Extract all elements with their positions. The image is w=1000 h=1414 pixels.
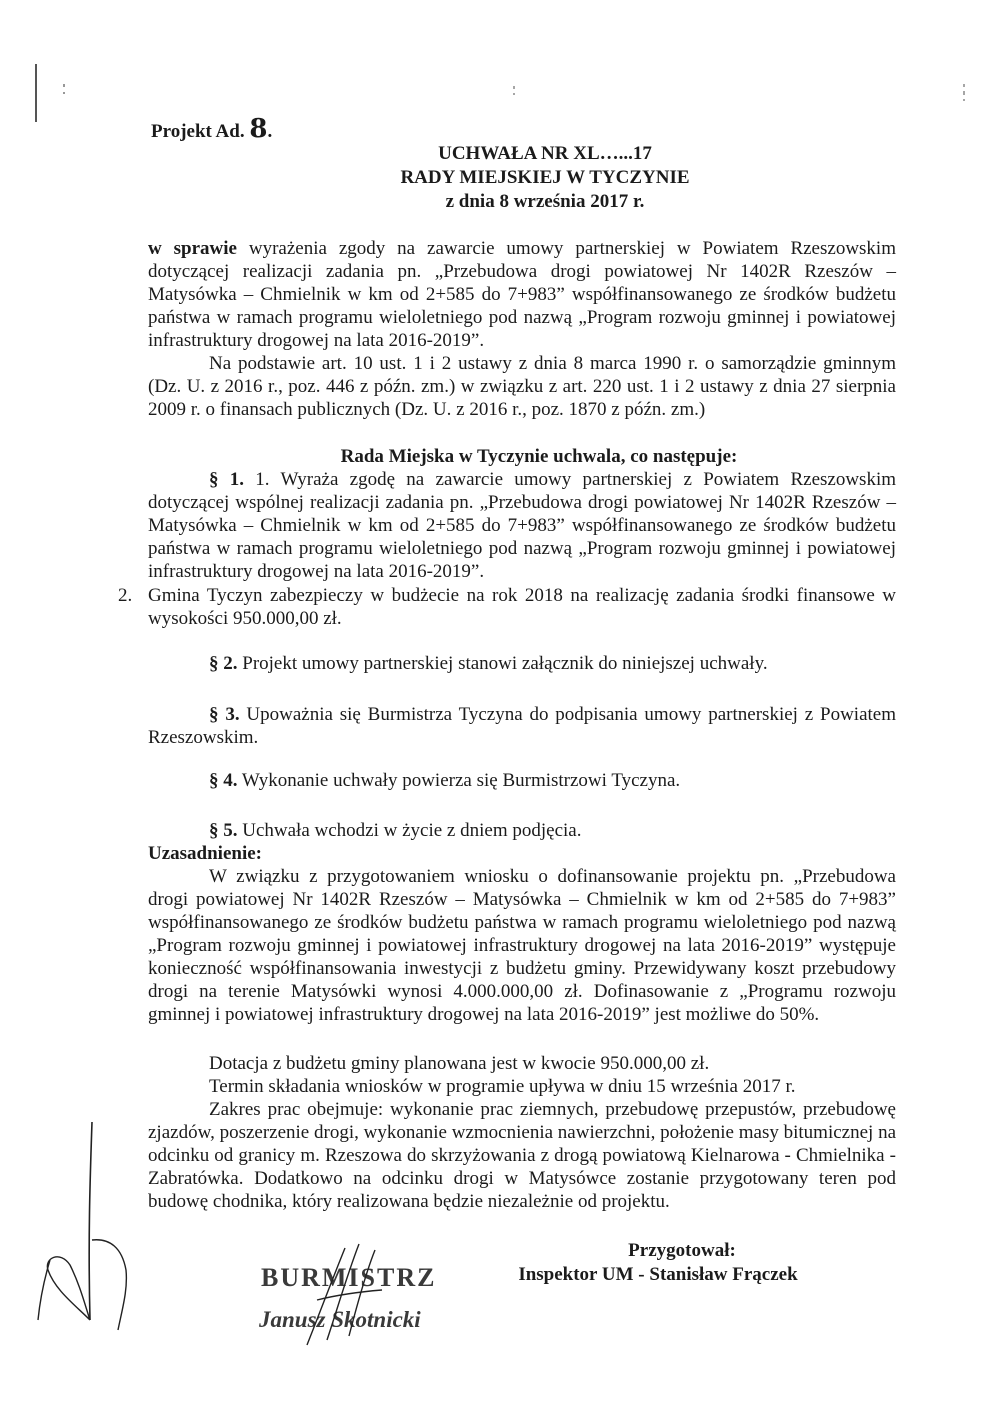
justification-paragraph-3: Termin składania wniosków w programie upływa w dniu 15 września 2017 r.: [209, 1076, 796, 1097]
legal-basis-paragraph: Na podstawie art. 10 ust. 1 i 2 ustawy z dnia 8 marca 1990 r. o samorządzie gminnym (Dz. U. z 2016 r., poz. 446 z późn. zm.) w związku z art. 220 ust. 1 i 2 ustawy z dnia 27 sierpnia 2009 r. o finansach publicznych (Dz. U. z 2016 r., poz. 1870 z późn. zm.): [148, 353, 896, 420]
subject-lead: w sprawie: [148, 238, 237, 259]
section-1-paragraph-1: [148, 468, 896, 583]
stamp-name: Janusz Skotnicki: [259, 1307, 421, 1332]
section-4-text: Wykonanie uchwały powierza się Burmistrzowi Tyczyna.: [237, 770, 681, 791]
subject-paragraph: [148, 237, 896, 352]
section-1-point-2-number: 2.: [118, 585, 133, 606]
mayor-stamp: [257, 1262, 457, 1342]
project-label: Projekt Ad.: [151, 121, 245, 142]
section-2-label: § 2.: [209, 653, 238, 674]
justification-paragraph-1: W związku z przygotowaniem wniosku o dofinansowanie projektu pn. „Przebudowa drogi powiatowej Nr 1402R Rzeszów – Matysówka – Chmielnik w km od 2+585 do 7+983” współfinansowanego ze środków budżetu państwa w ramach programu wieloletniego pod nazwą „Program rozwoju gminnej i powiatowej infrastruktury drogowej na lata 2016-2019” występuje konieczność współfinansowania inwestycji z budżetu gminy. Przewidywany koszt przebudowy drogi na terenie Matysówki wynosi 4.000.000,00 zł. Dofinasowanie z „Programu rozwoju gminnej i powiatowej infrastruktury drogowej na lata 2016-2019” jest możliwe do 50%.: [148, 866, 896, 1025]
title-line-1: UCHWAŁA NR XL…...17: [438, 143, 652, 164]
project-number-handwritten: 8: [249, 114, 268, 144]
section-1-point-2-text: Gmina Tyczyn zabezpieczy w budżecie na rok 2018 na realizację zadania środki finansowe w wysokości 950.000,00 zł.: [148, 585, 896, 629]
section-2-text: Projekt umowy partnerskiej stanowi załącznik do niniejszej uchwały.: [237, 653, 768, 674]
section-3-label: § 3.: [209, 704, 240, 725]
section-5-label: § 5.: [209, 820, 238, 841]
prepared-by-name: Inspektor UM - Stanisław Frączek: [518, 1264, 798, 1285]
section-3-text: Upoważnia się Burmistrza Tyczyna do podpisania umowy partnerskiej z Powiatem Rzeszowskim.: [148, 704, 896, 748]
section-2: [148, 652, 896, 675]
mayor-signature: [287, 1240, 397, 1350]
scan-dot-mark: [508, 84, 522, 104]
resolution-title: [0, 142, 1000, 214]
section-1-text: 1. Wyraża zgodę na zawarcie umowy partnerskiej z Powiatem Rzeszowskim dotyczącej wspólnej realizacji zadania pn. „Przebudowa drogi powiatowej Nr 1402R Rzeszów – Matysówka – Chmielnik w km od 2+585 do 7+983” współfinansowanego ze środków budżetu państwa w ramach programu wieloletniego pod nazwą „Program rozwoju gminnej i powiatowej infrastruktury drogowej na lata 2016-2019”.: [148, 469, 897, 582]
justification-heading: Uzasadnienie:: [148, 843, 262, 864]
scan-dot-mark: [958, 82, 972, 106]
title-line-3: z dnia 8 września 2017 r.: [445, 191, 645, 212]
prepared-by-label: Przygotował:: [628, 1240, 736, 1261]
section-1-label: § 1.: [209, 469, 245, 490]
section-5-text: Uchwała wchodzi w życie z dniem podjęcia.: [237, 820, 582, 841]
scan-edge-mark: [30, 62, 80, 132]
subject-text: wyrażenia zgody na zawarcie umowy partnerskiej w Powiatem Rzeszowskim dotyczącej realizacji zadania pn. „Przebudowa drogi powiatowej Nr 1402R Rzeszów – Matysówka – Chmielnik w km od 2+585 do 7+983” współfinansowanego ze środków budżetu państwa w ramach programu wieloletniego pod nazwą „Program rozwoju gminnej i powiatowej infrastruktury drogowej na lata 2016-2019”.: [148, 238, 896, 351]
section-5: [148, 819, 896, 842]
title-line-2: RADY MIEJSKIEJ W TYCZYNIE: [400, 167, 690, 188]
project-reference: [151, 114, 273, 144]
section-4-label: § 4.: [209, 770, 238, 791]
margin-initials: [30, 1120, 140, 1340]
prepared-by-block: [508, 1239, 808, 1287]
section-4: [148, 769, 896, 792]
justification-paragraph-2: Dotacja z budżetu gminy planowana jest w kwocie 950.000,00 zł.: [209, 1053, 710, 1074]
section-3: [148, 703, 896, 749]
resolves-heading: Rada Miejska w Tyczynie uchwala, co następuje:: [340, 446, 738, 467]
stamp-title: BURMISTRZ: [261, 1263, 437, 1292]
project-suffix: .: [267, 121, 273, 142]
justification-paragraph-4: Zakres prac obejmuje: wykonanie prac ziemnych, przebudowę przepustów, przebudowę zjazdów, poszerzenie drogi, wykonanie wzmocnienia nawierzchni, położenie masy bitumicznej na odcinku od granicy m. Rzeszowa do skrzyżowania z drogą powiatową Kielnarowa - Chmielnika - Zabratówka. Dodatkowo na odcinku drogi w Matysówce zostanie przygotowany teren pod budowę chodnika, który realizowana będzie niezależnie od projektu.: [148, 1099, 896, 1212]
